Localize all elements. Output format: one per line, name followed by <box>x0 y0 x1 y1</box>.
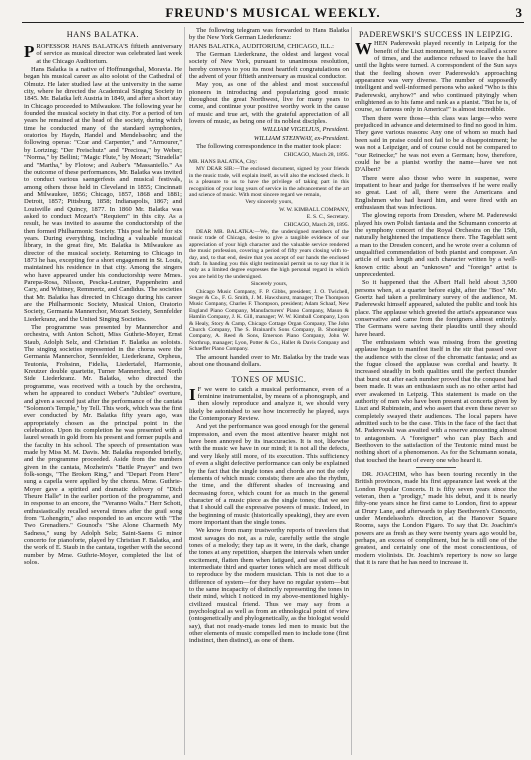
article-paragraph: The glowing reports from Dresden, where M. Paderewski played his own Polish fantasia and the Schumann concerto at the symphony concert of the Royal Orchestra on the 15th, naturally heightened the impatience there. The Tageblatt sent a man to the Dresden concert, and he wrote over a column of unqualified commendation of both pianist and composer. An article of such length and such character written by a well-known critic about an "unknown" and "foreign" artist is unprecedented. <box>355 212 517 278</box>
signature: WILLIAM STEINWAY, ex-President. <box>253 134 349 142</box>
signature: W. W. KIMBALL COMPANY, <box>279 206 349 213</box>
column-3 <box>355 27 517 755</box>
article-paragraph: So it happened that the Albert Hall held about 3,500 persons when, at a quarter before eight, after the "Box" Mr. Goertz had taken a preliminary survey of the audience, M. Paderewski himself appeared, saluted the public and took his place. The applause which greeted the artist's appearance was conservative and came from the foreigners almost entirely. The Germans were saving their plaudits until they should have heard. <box>355 279 517 338</box>
letter-body: MY DEAR SIR:—The enclosed document, signed by your friends in the music trade, will explain itself, as will also the enclosed check. It is a pleasure to us to have the privilege of taking part in this recognition of your long years of service in the advancement of the art and science of music. With most sincere regard we remain, <box>189 166 349 198</box>
column-rule <box>184 27 185 755</box>
signers-list: Chicago Music Company, F. P. Gibbs, president; J. O. Twichell, Steger & Co., F. G. Smith, J. M. Hawxhurst, manager; The Thompson Music Company, Charles F. Thompson, president; Adam Schaaf, New England Piano Company, Manufacturers' Piano Company, Mason & Hamlin Company, J. K. Gill, manager; W. W. Kimball Company, Lyon & Healy, Story & Camp, Chicago Cottage Organ Company, The John Church Company, The S. Brainard's Sons Company, B. Shoninger Company, A. Reed & Sons, Emerson Piano Company, John W. Northrup, manager; Lyon, Potter & Co., Hallet & Davis Company and Schaeffer Piano Company. <box>189 288 349 353</box>
telegram-address: HANS BALATKA, AUDITORIUM, CHICAGO, ILL.: <box>189 42 334 50</box>
article-paragraph: The programme was presented by Mannerchor and orchestra, with Anton Schott, Miss Guthrie-Moyer, Ernst Staub, Adolph Selz, and Christian F. Balatka as soloists. The singing societies represented in the chorus were the Germania Mannerchor, Sennfelder, Liederkranz, Orpheus, Teutonia, Frohsinn, Fidelia, Liedertafel, Harmonie, Kreutzer double quartette, Turner Mannerchor, and North Side Liederkranz. Mr. Balatka, who directed the programme, was received with a touch by the orchestra, when he appeared to conduct Weber's "Jubilee" overture, and given a second just after the performance of the cantata "Solomon's Temple," by Tell. This work, which was the first ever conducted by Mr. Balatka fifty years ago, was appropriately chosen as the principal point in the celebration. Upon its completion he was presented with a laurel wreath in gold from his present and former pupils and the faculty in his school. The speech of presentation was made by Miss M. M. Davis. Mr. Balatka responded briefly, and the programme proceeded. Aside from the numbers given in the cantata, Mozheim's "Battle Prayer" and two folk-songs, "The Broken Ring," and "Depart From Here" sung a capella were applied by the chorus. Mme. Guthrie-Moyer gave a spirited and dramatic delivery of "Dich Theure Halle" in the earlier portion of the programme, and in response to an encore, the "Veranno Walts." Herr Schott, enthusiastically recalled several times after the grail song from "Lohengrin," also responded to an encore with "The Two Grenadiers." Gounod's "She Alone Charmeth My Sadness," sung by Adolph Selz; Saint-Saens G minor concerto for pianoforte, played by Christian F. Balatka, and the work of E. Staub in the cantata, together with the second number by Mme. Guthrie-Moyer, completed the list of solos. <box>24 324 182 567</box>
article-paragraph: Then there were those—this class was large—who were prejudiced in advance and determined to find no good in him. They gave various reasons: Any one of whom so much had been said in praise could not fail to be a disappointment; he was not a Leipziger, and of course could not be compared to "our Reinecke;" he was not even a German; how, therefore, could he be a pianist worthy the name—have we not D'Albert? <box>355 114 517 174</box>
page-number: 3 <box>515 5 522 20</box>
article-paragraph: We know from many trustworthy reports of travelers that most savages do not, as a rule, carefully settle the single tones of a melody; they tap as it were, in the dark, change the tones at any repetition, sharpen the intervals when under excitement, flatten them when fatigued, and use all sorts of intermediate third and quarter tones which are most difficult to reproduce by the modern musician. This is not due to a difference of system—for they have no regular system—but to the same incapacity of distinctly representing the tones in their mind, which I noticed in my above-mentioned highly-civilized musical friend. Thus we may say from a psychological as well as from an ethnological point of view (ontogenetically and phylogenetically, as the biologist would say), that not ready-made tones led men to music but the other elements of music compelled men to include tone (first indistinct, then distinct), as one of them. <box>189 527 349 645</box>
article-paragraph: The amount handed over to Mr. Balatka by the trade was about one thousand dollars. <box>189 353 349 369</box>
letter-date: CHICAGO, March 28, 1895. <box>283 151 349 158</box>
drop-cap: P <box>24 42 35 61</box>
section-divider <box>249 371 289 372</box>
column-rule <box>351 27 352 755</box>
article-paragraph: The enthusiasm which was missing from the greeting applause began to manifest itself in the stir that passed over the audience with the close of the chromatic fantasia; and as the fugue closed the applause was cordial and hearty. It increased steadily in both qualities until the perfect thunder that burst out after each number proved that the conquest had been made. It was an enthusiasm such as no other artist had ever awakened in Leipzig. This statement is made on the authority of men who have been present at concerts given by Liszt and Rubinstein, and who assert that even these never so completely swayed their audiences. The local papers have admitted such to be the case. This in the face of the fact that M. Paderewski was awaited with a reserve amounting almost to antagonism. A "foreigner" who can play Bach and Beethoven to the satisfaction of the Teutonic mind must be nothing short of a phenomenon. As for the Schumann sonata, that touched the heart of every one who heard it. <box>355 339 517 464</box>
signature: WILLIAM VIGELIUS, President. <box>262 126 349 134</box>
letter-salutation: MR. HANS BALATKA, City: <box>189 158 258 165</box>
article-paragraph <box>189 386 349 423</box>
signature: E. S. C., Secretary. <box>306 214 349 221</box>
letter-date: CHICAGO, March 28, 1895. <box>283 221 349 228</box>
masthead-title: FREUND'S MUSICAL WEEKLY. <box>165 5 381 20</box>
article-paragraph: The German Liederkranz, the oldest and largest vocal society of New York, pursuant to unanimous resolution, hereby conveys to you its most heartfelt congratulations on the advent of your fiftieth anniversary as musical conductor. <box>189 51 349 81</box>
article-heading-paderewski: PADEREWSKI'S SUCCESS IN LEIPZIG. <box>358 30 514 39</box>
article-paragraph: And yet the performance was good enough for the general impression, and even the most attentive hearer might not have been annoyed by its inaccuracies. It is not, likewise with the music we have in our mind; it is not all the defects, and very likely still more, of its execution. This sufficiency of even a slight defective performance can only be explained by the fact that the single tones and chords are not the only elements of which music consists; there are also the rhythm, the time, and the different shades of increasing and decreasing force, which count for as much in the general character of a music piece as the single tones; that we see that I should call the expressive powers of music. Indeed, in the beginning of music (historically speaking), they are even more important than the single tones. <box>189 423 349 526</box>
article-paragraph <box>355 40 517 113</box>
paragraph-text: HEN Paderewski played recently in Leipzig for the benefit of the Liszt monument, he was recalled a score of times, and the audience refused to leave the hall until the lights were turned. A correspondent of the Sun says that the feeling shown over Paderewski's approaching appearance was very diverse. The number of supposedly intelligent and well-informed persons who asked "Who is this Paderewski, anyhow?" and who continued pityingly when enlightened as to his fame and rank as a pianist. "But he is, of course, so famous only in America!" is almost incredible. <box>355 40 517 114</box>
article-paragraph: DR. JOACHIM, who has been touring recently in the British provinces, made his first appearance last week at the London Popular Concerts. It is fifty seven years since the veteran, then a "prodigy," made his debut, and it is nearly fifty-one years since he first came to London, first to appear at Drury Lane, and afterwards to play Beethoven's Concerto, under Mendelssohn's direction, at the Hanover Square Rooms, says the London Figaro. To say that Dr. Joachim's powers are as fresh as they were twenty years ago would be, perhaps, an excess of compliment, but he is still one of the greatest, and certainly one of the most conscientious, of modern violinists. Dr. Joachim's repertory is now so large that it is rare that he has need to increase it. <box>355 470 517 567</box>
letter-close: Sincerely yours, <box>250 281 288 288</box>
column-2 <box>189 27 349 755</box>
column-1 <box>24 27 182 755</box>
article-paragraph: There were also those who were in suspense, were impatient to hear and judge for themselves if he were really so great. Last of all, there were the Americans and Englishmen who had heard him, and were fired with an enthusiasm that was infectious. <box>355 174 517 211</box>
section-divider <box>416 467 456 468</box>
article-heading-tones-of-music: TONES OF MUSIC. <box>231 375 307 385</box>
article-paragraph: Hans Balatka is a native of Hoffnungsthal, Moravia. He began his musical career as alto soloist of the Cathedral of Olmutz. He later studied law at the university in the same city, where he directed the Academical Singing Society in 1845. Mr. Balatka left Austria in 1849, and after a short stay in Chicago proceeded to Milwaukee. The following year he founded the musical society in that city. For a period of ten years he remained at the head of the society, during which time he conducted many of the standard symphonies, oratorios by Haydn, Handel and Mendelssohn; and the following operas: "Czar and Carpenter," and "Armourer," by Lortzing; "Der Freischutz" and "Preciosa," by Weber; "Norma," by Bellini; "Magic Flute," by Mozart; "Stradella" and "Martha," by Flotow; and Auber's "Massaniello." As the outcome of these performances, Mr. Balatka was invited to conduct various saengerfests and musical festivals, among others those held in Cleveland in 1855; Cincinnati and Milwaukee, 1856; Chicago, 1857, 1868 and 1881; Detroit, 1857; Pittsburg, 1858; Indianapolis, 1867; and Louisville and Quincy, 1877. In 1860 Mr. Balatka was asked to conduct Mozart's "Requiem" in this city. As a result, he was invited to assume the conductorship of the then formed Philharmonic Society. This post he held for six years. During everything, including a valuable musical library, in the great fire, Mr. Balatka is Milwaukee as director of the musical society. Returning to Chicago in 1873 he has, excepting for a short engagement in St. Louis, maintained his residence in that city. Among the singers who have appeared under his conductorship were Mmes. Parepa-Rosa, Nilsson, Pescka-Leutner, Pappenheim and Cary, and Whitney, Remmertz, and Candidus. The societies that Mr. Balatka has directed in Chicago during his career are the Philharmonic Society, Musical Union, Oratorio Society, Germania Mannerchor, Mozart Society, Sennfelder Liederkranz, and the United Singing Societies. <box>24 66 182 323</box>
drop-cap: I <box>189 384 196 404</box>
paragraph-text: F we were to catch a musical performance, even of a feminine instrumentalist, by means of a phonograph, and then slowly reproduce and analyze it, we should very likely be astonished to see how incorrectly he played, says the Contemporary Review. <box>189 385 349 423</box>
drop-cap: W <box>355 39 372 59</box>
paragraph-text: ROFESSOR HANS BALATKA'S fiftieth anniversary of service as musical director was celebrated last week at the Chicago Auditorium. <box>36 43 182 65</box>
article-heading-hans-balatka: HANS BALATKA. <box>66 30 140 39</box>
page-header <box>22 4 524 23</box>
article-paragraph: The following correspondence in the matter took place: <box>196 143 342 151</box>
letter-body: DEAR MR. BALATKA:—We, the undersigned members of the music trade of Chicago, desire to give a tangible evidence of our appreciation of your high character and the valuable service rendered the music profession, covering a period of fifty years closing with to-day, and, to that end, desire that you accept of our hands the enclosed draft. In handing you this slight testimonial permit us to say that it is only as a limited degree expresses the high personal regard in which you are held by the undersigned. <box>189 228 349 280</box>
letter-close: Very sincerely yours, <box>245 199 293 206</box>
article-paragraph <box>24 43 182 65</box>
article-paragraph: The following telegram was forwarded to Hans Balatka by the New York German Liederkranz: <box>189 27 349 42</box>
article-paragraph: May you, as one of the ablest and most successful pioneers in introducing and popularizing good music throughout the great Northwest, live for many years to come, and continue your positive worthy work in the cause of music and true art, with the grateful appreciation of all lovers of music, as being one of its noblest disciples. <box>189 81 349 126</box>
